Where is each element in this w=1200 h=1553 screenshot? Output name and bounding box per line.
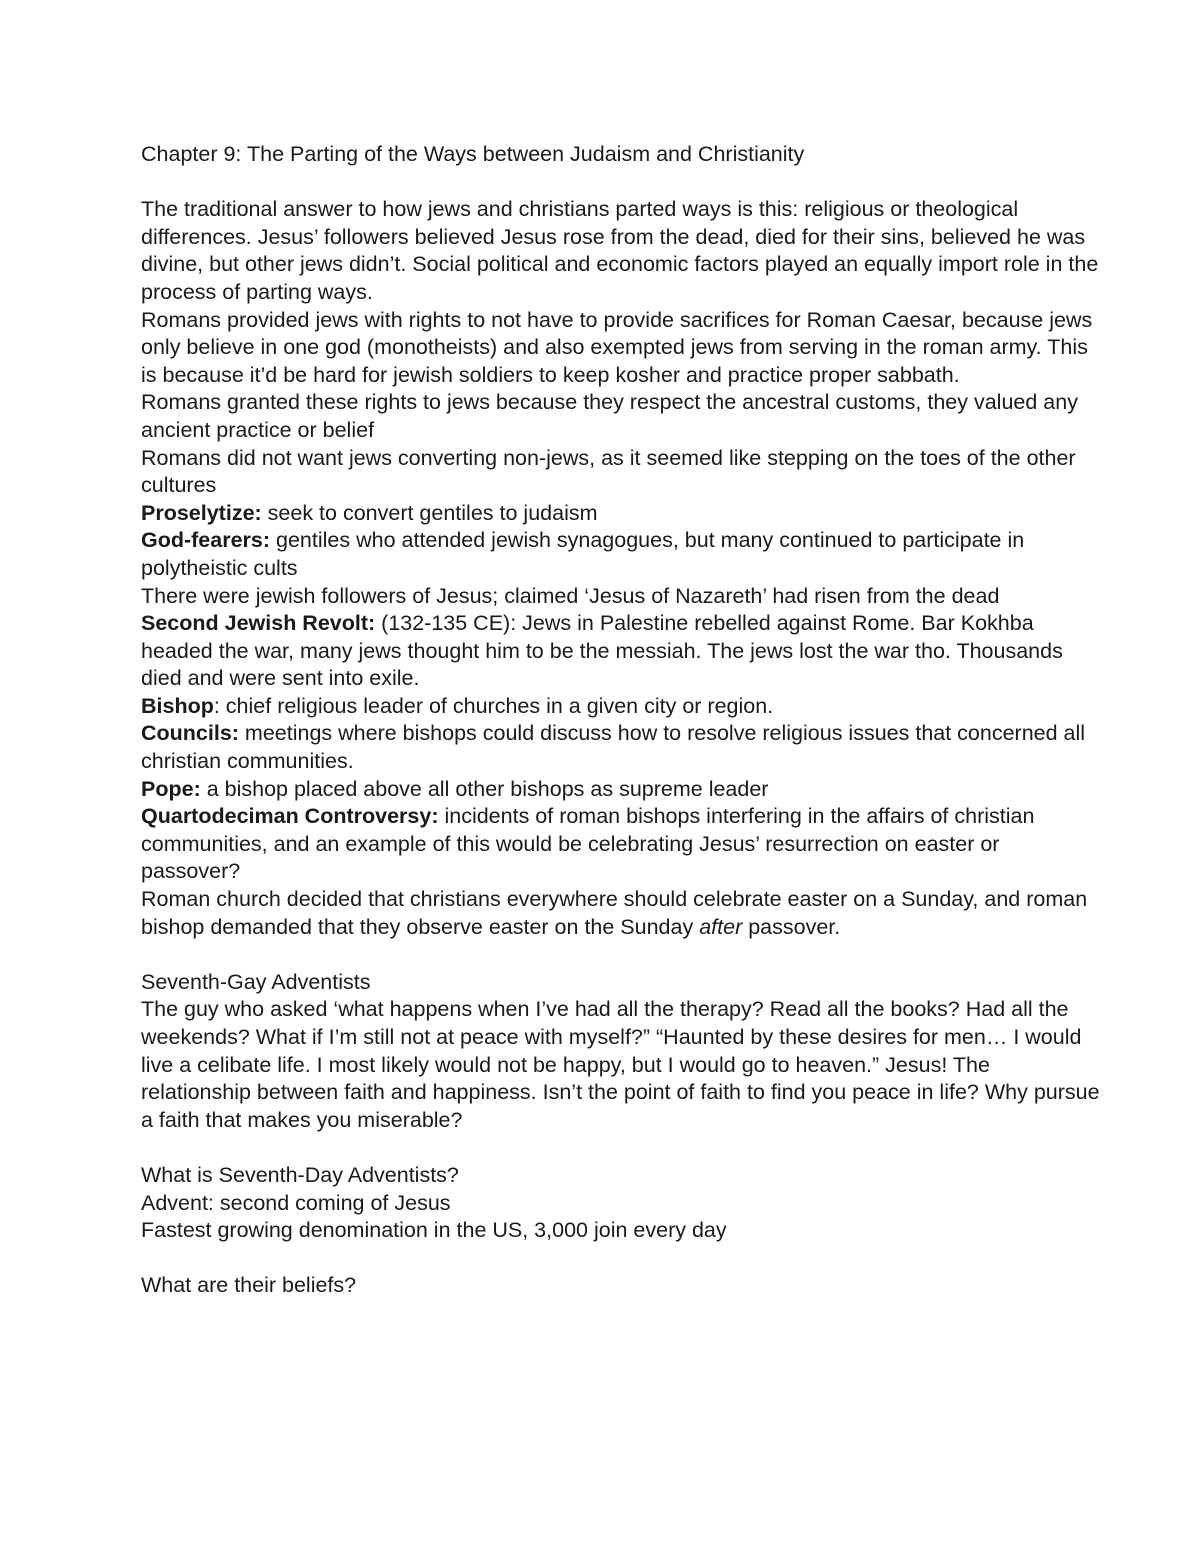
term-councils: Councils: bbox=[141, 721, 239, 746]
question-beliefs: What are their beliefs? bbox=[141, 1273, 357, 1298]
def-quartodeciman: incidents of roman bishops interfering in the affairs of christian communities, and an example of this would be celebrating Jesus’ resurrection on easter or passover? bbox=[141, 804, 1035, 884]
definition-pope bbox=[141, 776, 1100, 804]
paragraph-roman-church bbox=[141, 886, 1100, 941]
definition-bishop bbox=[141, 693, 1100, 721]
spacer bbox=[141, 1245, 1100, 1273]
def-second-jewish-revolt: (132-135 CE): Jews in Palestine rebelled against Rome. Bar Kokhba headed the war, many jews thought him to be the messiah. The jews lost the war tho. Thousands died and were sent into exile. bbox=[141, 611, 1063, 691]
advent-definition: Advent: second coming of Jesus bbox=[141, 1190, 451, 1215]
paragraph-ancestral-customs: Romans granted these rights to jews because they respect the ancestral customs, they valued any ancient practice or belief bbox=[141, 390, 1078, 442]
fastest-growing: Fastest growing denomination in the US, 3,000 join every day bbox=[141, 1218, 727, 1243]
paragraph-converting: Romans did not want jews converting non-jews, as it seemed like stepping on the toes of the other cultures bbox=[141, 445, 1076, 498]
term-pope: Pope: bbox=[141, 776, 201, 801]
paragraph-jewish-followers: There were jewish followers of Jesus; claimed ‘Jesus of Nazareth’ had risen from the dead bbox=[141, 583, 1000, 608]
def-god-fearers: gentiles who attended jewish synagogues, but many continued to participate in polytheistic cults bbox=[141, 528, 1025, 580]
paragraph-traditional-answer: The traditional answer to how jews and christians parted ways is this: religious or theological differences. Jesus’ followers believed Jesus rose from the dead, died for their sins, believed he was divine, but other jews didn’t. Social political and economic factors played an equally import role in the process of parting ways. bbox=[141, 197, 1099, 304]
term-bishop: Bishop bbox=[141, 693, 214, 718]
page-title: Chapter 9: The Parting of the Ways between Judaism and Christianity bbox=[141, 142, 805, 166]
definition-second-jewish-revolt bbox=[141, 610, 1100, 693]
section-heading-seventh-gay: Seventh-Gay Adventists bbox=[141, 969, 371, 994]
term-second-jewish-revolt: Second Jewish Revolt: bbox=[141, 611, 376, 636]
def-bishop: : chief religious leader of churches in a given city or region. bbox=[213, 693, 774, 718]
roman-church-text-before: Roman church decided that christians everywhere should celebrate easter on a Sunday, and roman bishop demanded that they observe easter on the Sunday bbox=[141, 887, 1088, 939]
spacer bbox=[141, 169, 1100, 197]
roman-church-text-after: passover. bbox=[742, 914, 841, 939]
def-councils: meetings where bishops could discuss how to resolve religious issues that concerned all christian communities. bbox=[141, 721, 1086, 774]
definition-god-fearers bbox=[141, 527, 1100, 582]
spacer bbox=[141, 941, 1100, 969]
term-proselytize: Proselytize: bbox=[141, 500, 262, 525]
spacer bbox=[141, 1134, 1100, 1162]
question-seventh-day: What is Seventh-Day Adventists? bbox=[141, 1162, 459, 1187]
def-proselytize: seek to convert gentiles to judaism bbox=[261, 500, 598, 525]
term-god-fearers: God-fearers: bbox=[141, 528, 271, 553]
definition-proselytize bbox=[141, 500, 1100, 528]
def-pope: a bishop placed above all other bishops as supreme leader bbox=[200, 776, 769, 801]
paragraph-seventh-gay: The guy who asked ‘what happens when I’ve had all the therapy? Read all the books? Had all the weekends? What if I’m still not at peace with myself?” “Haunted by these desires for men… I would live a celibate life. I most likely would not be happy, but I would go to heaven.” Jesus! The relationship between faith and happiness. Isn’t the point of faith to find you peace in life? Why pursue a faith that makes you miserable? bbox=[141, 997, 1100, 1132]
paragraph-roman-rights: Romans provided jews with rights to not have to provide sacrifices for Roman Caesar, because jews only believe in one god (monotheists) and also exempted jews from serving in the roman army. This is because it’d be hard for jewish soldiers to keep kosher and practice proper sabbath. bbox=[141, 307, 1093, 387]
definition-quartodeciman bbox=[141, 803, 1100, 886]
definition-councils bbox=[141, 720, 1100, 775]
roman-church-emphasis: after bbox=[699, 914, 743, 939]
term-quartodeciman: Quartodeciman Controversy: bbox=[141, 804, 439, 829]
